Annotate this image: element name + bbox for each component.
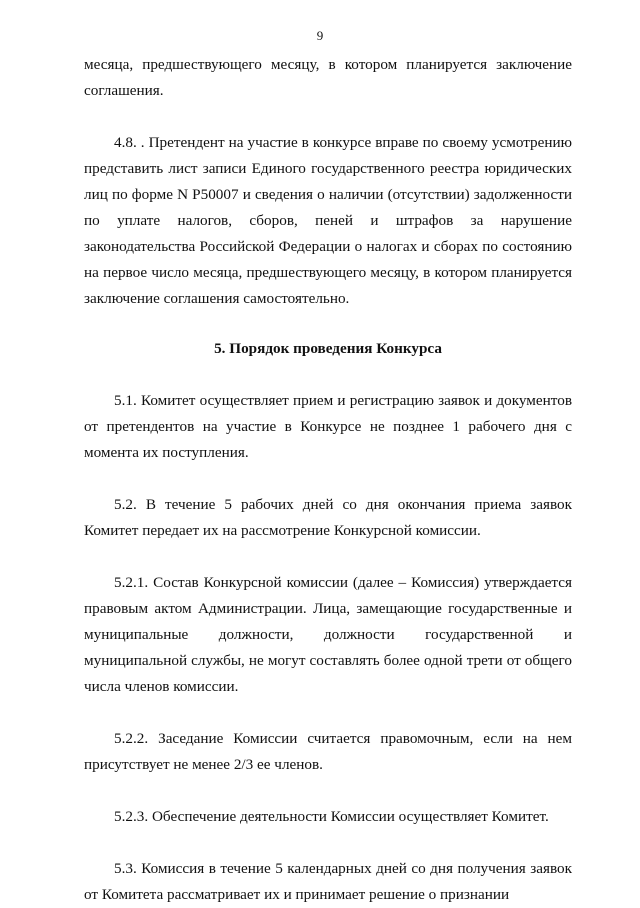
paragraph-5-2-3: 5.2.3. Обеспечение деятельности Комиссии осуществляет Комитет. bbox=[114, 808, 549, 825]
document-body bbox=[84, 52, 572, 908]
paragraph-5-2: 5.2. В течение 5 рабочих дней со дня окончания приема заявок Комитет передает их на рассмотрение Конкурсной комиссии. bbox=[84, 496, 572, 539]
paragraph-4-8: 4.8. . Претендент на участие в конкурсе вправе по своему усмотрению представить лист записи Единого государственного реестра юридических лиц по форме N P50007 и сведения о наличии (отсутствии) задолженности по уплате налогов, сборов, пеней и штрафов за нарушение законодательства Российской Федерации о налогах и сборах по состоянию на первое число месяца, предшествующего месяцу, в котором планируется заключение соглашения самостоятельно. bbox=[84, 134, 572, 307]
paragraph-5-1: 5.1. Комитет осуществляет прием и регистрацию заявок и документов от претендентов на участие в Конкурсе не позднее 1 рабочего дня с момента их поступления. bbox=[84, 392, 572, 461]
paragraph-continuation: месяца, предшествующего месяцу, в котором планируется заключение соглашения. bbox=[84, 56, 572, 99]
paragraph-5-3: 5.3. Комиссия в течение 5 календарных дней со дня получения заявок от Комитета рассматривает их и принимает решение о признании bbox=[84, 860, 572, 903]
section-heading: 5. Порядок проведения Конкурса bbox=[214, 340, 442, 357]
page-number: 9 bbox=[316, 28, 324, 43]
paragraph-5-2-1: 5.2.1. Состав Конкурсной комиссии (далее – Комиссия) утверждается правовым актом Администрации. Лица, замещающие государственные и муниципальные должности, должности государственной и муниципальной службы, не могут составлять более одной трети от общего числа членов комиссии. bbox=[84, 574, 572, 695]
paragraph-5-2-2: 5.2.2. Заседание Комиссии считается правомочным, если на нем присутствует не менее 2/3 ее членов. bbox=[84, 730, 572, 773]
